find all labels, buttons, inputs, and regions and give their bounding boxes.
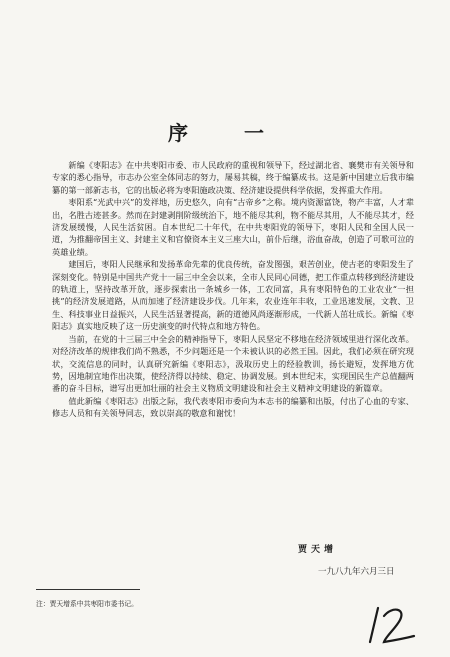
paragraph: 枣阳系“光武中兴”的发祥地，历史悠久，向有“古帝乡”之称。境内资源富饶，物产丰富，人才辈出，名胜古迹甚多。然而在封建剥削阶级统治下，地不能尽其利，物不能尽其用，人不能尽其才，经济发展缓慢，人民生活贫困。自本世纪二十年代，在中共枣阳党的领导下，枣阳人民和全国人民一道，为推翻帝国主义、封建主义和官僚资本主义三座大山，前仆后继，浴血奋战，创造了可歌可泣的英雄业绩。 xyxy=(52,197,414,257)
footnote-divider xyxy=(36,589,140,590)
preface-body xyxy=(52,159,414,420)
handwritten-page-mark xyxy=(362,602,422,646)
paragraph: 值此新编《枣阳志》出版之际，我代表枣阳市委向为本志书的编纂和出版，付出了心血的专家、修志人员和有关领导同志，致以崇高的敬意和谢忱！ xyxy=(52,395,414,419)
paragraph: 当前，在党的十三届三中全会的精神指导下，枣阳人民坚定不移地在经济领域里进行深化改革。对经济改革的规律我们尚不熟悉，不少问题还是一个未被认识的必然王国。因此，我们必须在研究现状，交流信息的同时，认真研究新编《枣阳志》，汲取历史上的经验教训，扬长避短，发挥地方优势，因地制宜地作出决策，使经济得以持续、稳定、协调发展。到本世纪末，实现国民生产总值翻两番的奋斗目标，谱写出更加壮丽的社会主义物质文明建设和社会主义精神文明建设的新篇章。 xyxy=(52,333,414,394)
paragraph: 新编《枣阳志》在中共枣阳市委、市人民政府的重视和领导下，经过湖北省、襄樊市有关领导和专家的悉心指导，市志办公室全体同志的努力，屡易其稿，终于编纂成书。这是新中国建立后我市编纂的第一部新志书，它的出版必将为枣阳施政决策、经济建设提供科学依据，发挥重大作用。 xyxy=(52,160,414,195)
footnote: 注：贾天增系中共枣阳市委书记。 xyxy=(36,600,138,608)
page-title: 序 一 xyxy=(168,121,282,145)
date: 一九八九年六月三日 xyxy=(318,567,395,577)
author-signature: 贾天增 xyxy=(298,545,338,555)
paragraph: 建国后，枣阳人民继承和发扬革命先辈的优良传统，奋发图强，艰苦创业，使古老的枣阳发生了深刻变化。特别是中国共产党十一届三中全会以来，全市人民同心同德，把工作重点转移到经济建设的轨道上，坚持改革开放，逐步探索出一条城乡一体，工农同富，具有枣阳特色的工业农业“一担挑”的经济发展道路，从而加速了经济建设步伐。几年来，农业连年丰收，工业迅速发展，文教、卫生、科技事业日益振兴，人民生活显著提高，新的道德风尚逐渐形成，一代新人茁壮成长。新编《枣阳志》真实地反映了这一历史演变的时代特点和地方特色。 xyxy=(52,259,414,332)
